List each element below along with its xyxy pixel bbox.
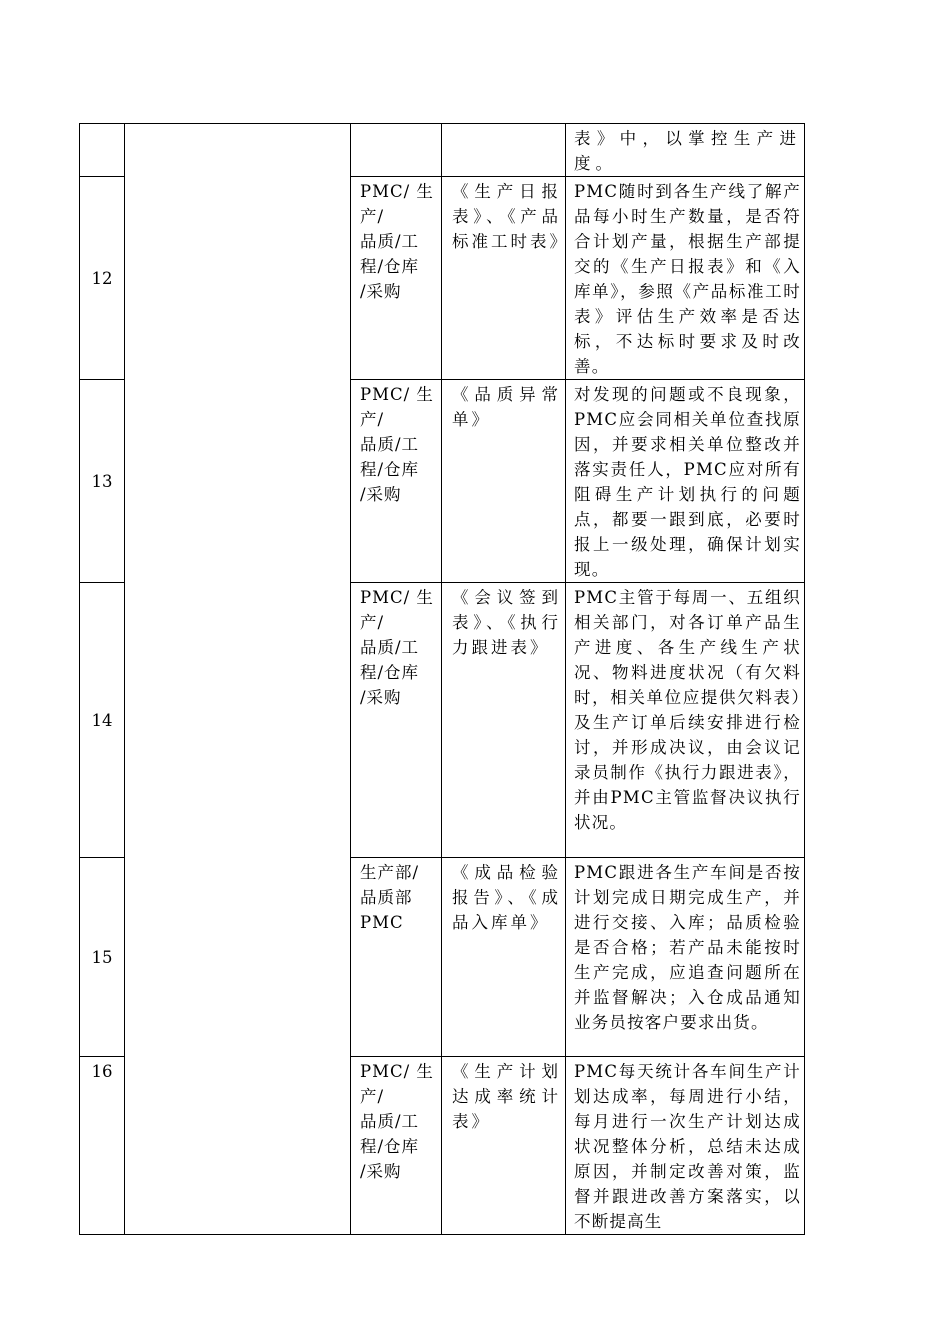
cell-dept: PMC/ 生 产/ 品质/工 程/仓库 /采购 <box>351 177 442 380</box>
table-row-continued <box>80 124 805 177</box>
cell-description: 对发现的问题或不良现象，PMC应会同相关单位查找原因，并要求相关单位整改并落实责任人，PMC应对所有阻碍生产计划执行的问题点，都要一跟到底，必要时报上一级处理，确保计划实现。 <box>566 380 805 583</box>
cell-no <box>80 124 125 177</box>
process-table <box>79 123 805 1235</box>
cell-no: 16 <box>80 1057 125 1235</box>
cell-dept: PMC/ 生 产/ 品质/工 程/仓库 /采购 <box>351 1057 442 1235</box>
cell-no: 13 <box>80 380 125 583</box>
cell-dept <box>351 124 442 177</box>
cell-no: 12 <box>80 177 125 380</box>
cell-description: PMC跟进各生产车间是否按计划完成日期完成生产，并进行交接、入库；品质检验是否合格；若产品未能按时生产完成，应追查问题所在并监督解决；入仓成品通知业务员按客户要求出货。 <box>566 858 805 1057</box>
cell-form <box>442 124 566 177</box>
cell-form: 《成品检验报告》、《成品入库单》 <box>442 858 566 1057</box>
cell-form: 《品质异常单》 <box>442 380 566 583</box>
cell-description: 表》中，以掌控生产进度。 <box>566 124 805 177</box>
cell-description: PMC主管于每周一、五组织相关部门，对各订单产品生产进度、各生产线生产状况、物料进度状况（有欠料时，相关单位应提供欠料表）及生产订单后续安排进行检讨，并形成决议，由会议记录员制作《执行力跟进表》，并由PMC主管监督决议执行状况。 <box>566 583 805 858</box>
cell-description: PMC随时到各生产线了解产品每小时生产数量，是否符合计划产量，根据生产部提交的《生产日报表》和《入库单》，参照《产品标准工时表》评估生产效率是否达标，不达标时要求及时改善。 <box>566 177 805 380</box>
cell-dept: PMC/ 生 产/ 品质/工 程/仓库 /采购 <box>351 380 442 583</box>
cell-form: 《会议签到表》、《执行力跟进表》 <box>442 583 566 858</box>
cell-description: PMC每天统计各车间生产计划达成率，每周进行小结，每月进行一次生产计划达成状况整体分析，总结未达成原因，并制定改善对策，监督并跟进改善方案落实，以不断提高生 <box>566 1057 805 1235</box>
cell-form: 《生产计划达成率统计表》 <box>442 1057 566 1235</box>
cell-no: 14 <box>80 583 125 858</box>
cell-dept: 生产部/ 品质部 PMC <box>351 858 442 1057</box>
cell-form: 《生产日报表》、《产品标准工时表》 <box>442 177 566 380</box>
cell-no: 15 <box>80 858 125 1057</box>
cell-merged-step <box>125 124 351 1235</box>
cell-dept: PMC/ 生 产/ 品质/工 程/仓库 /采购 <box>351 583 442 858</box>
